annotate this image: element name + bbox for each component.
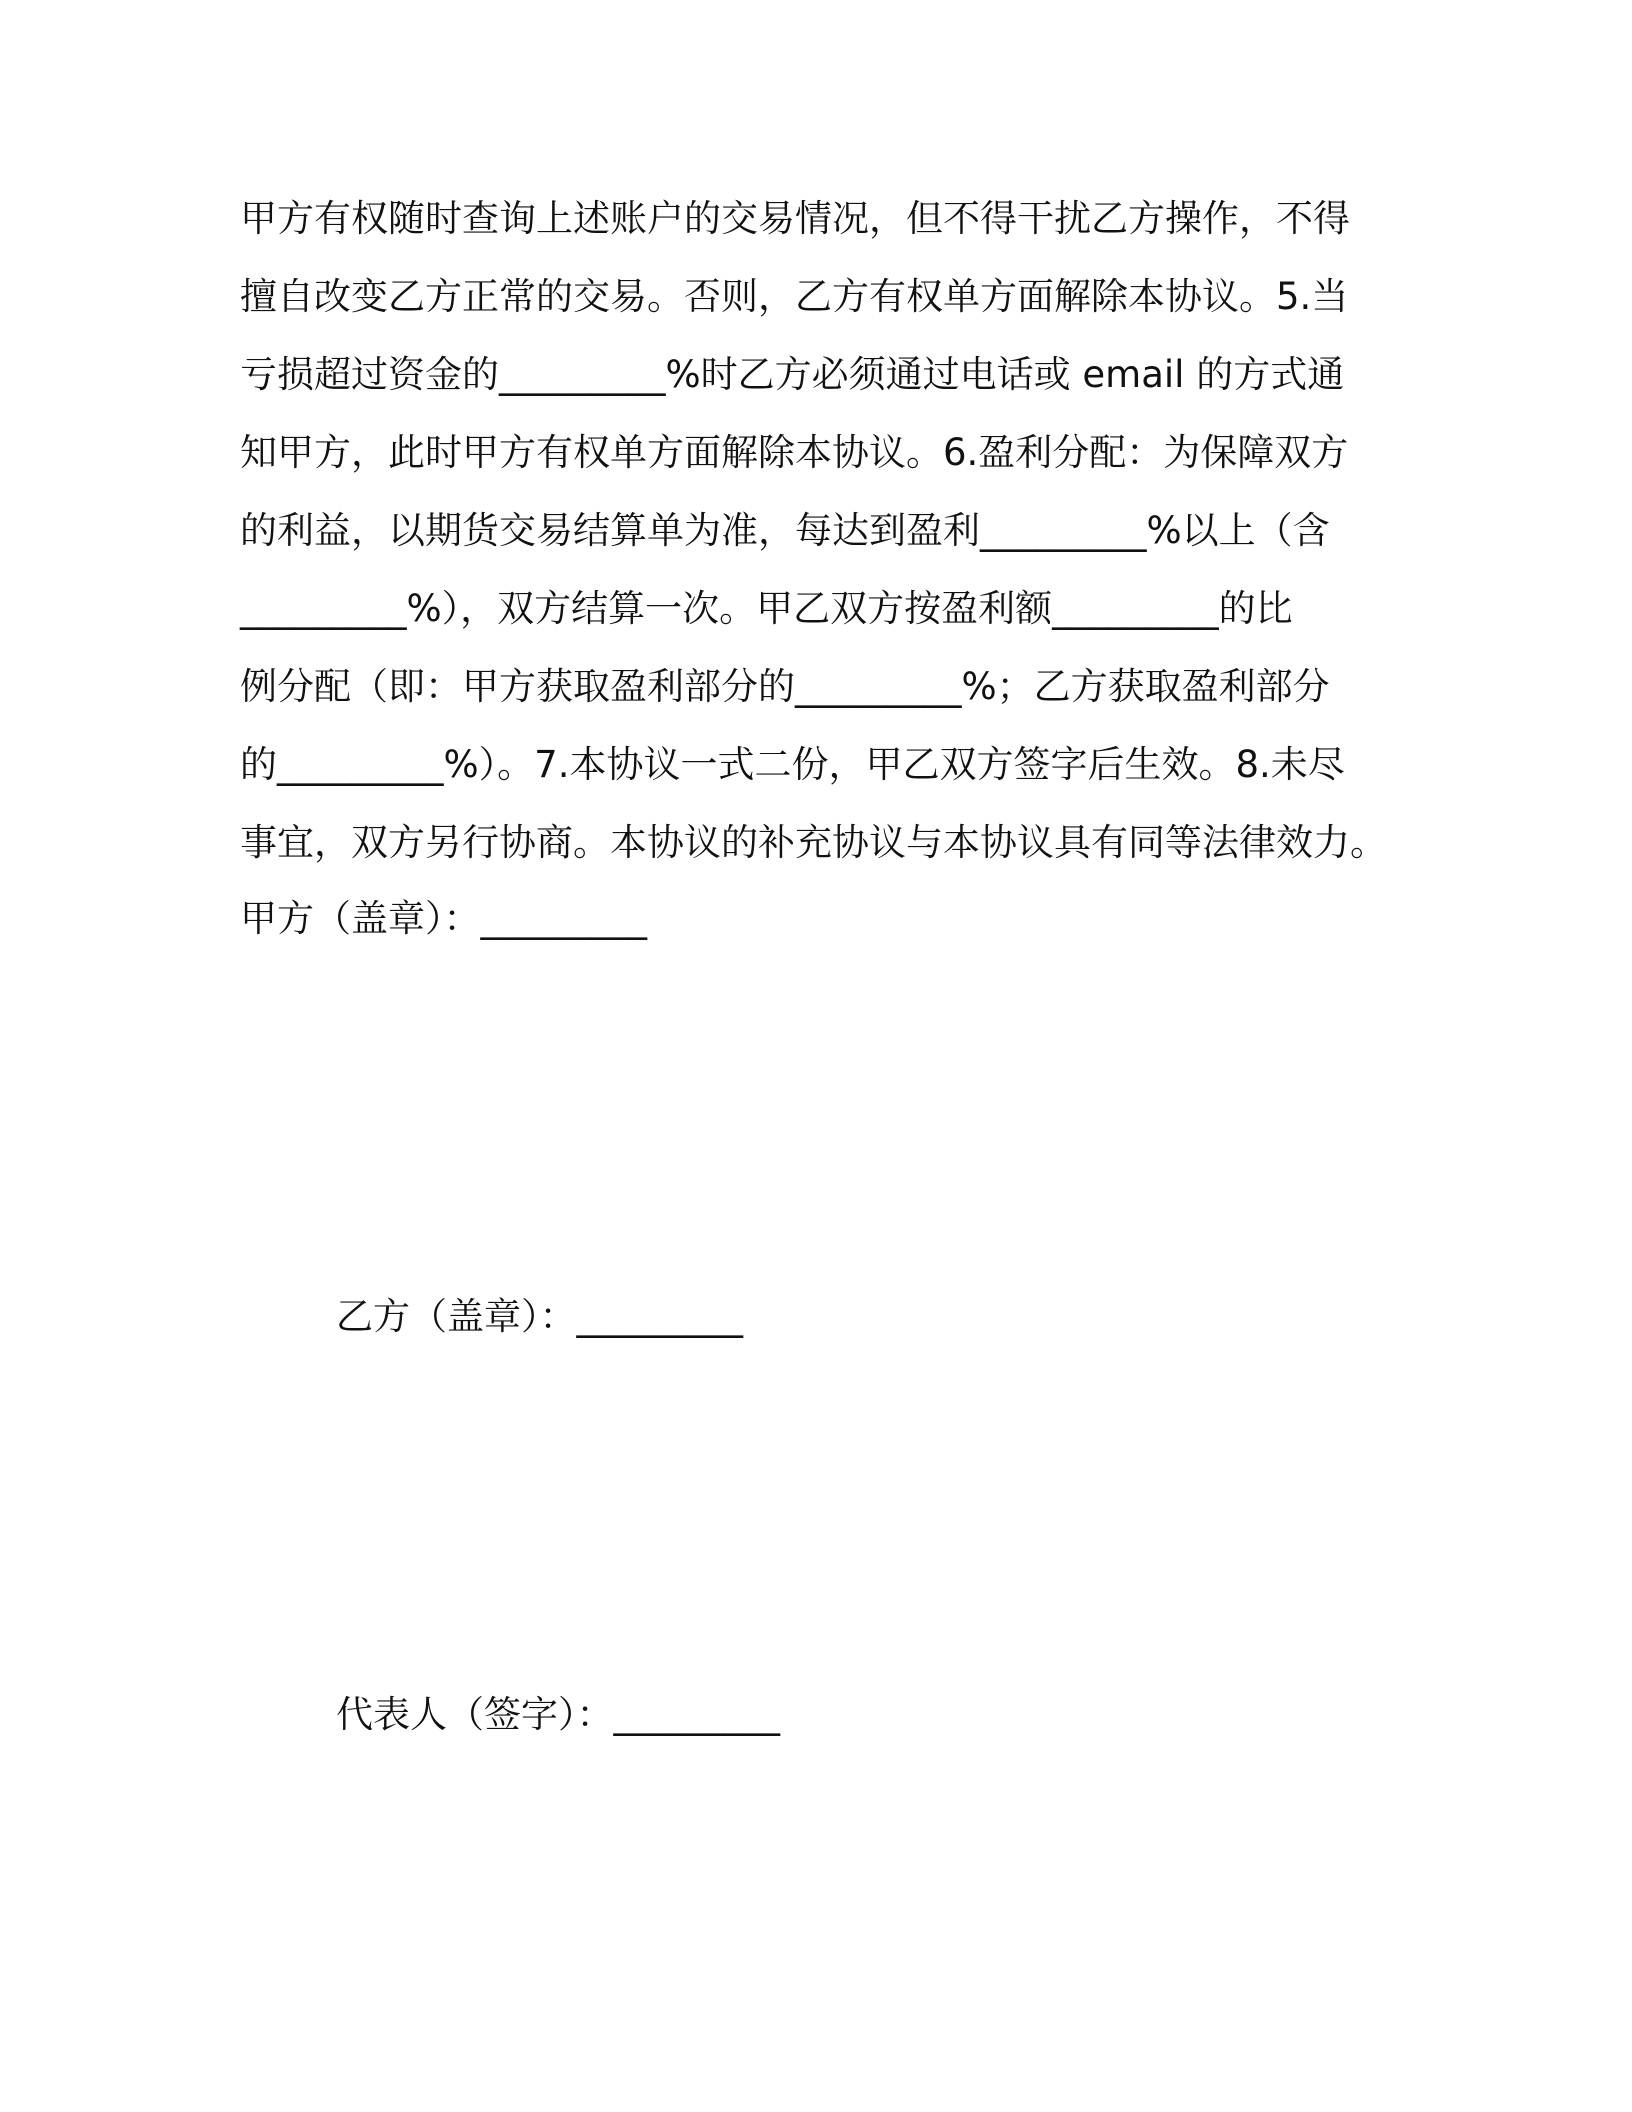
body-line-8: 的_________%）。7.本协议一式二份，甲乙双方签字后生效。8.未尽 xyxy=(240,743,1345,786)
body-line-7: 例分配（即：甲方获取盈利部分的_________%；乙方获取盈利部分 xyxy=(240,665,1330,708)
representative-signature-line: 代表人（签字）：_________ xyxy=(336,1693,780,1736)
body-line-5: 的利益，以期货交易结算单为准，每达到盈利_________%以上（含 xyxy=(240,509,1330,552)
body-line-2: 擅自改变乙方正常的交易。否则，乙方有权单方面解除本协议。5.当 xyxy=(240,275,1349,318)
body-line-4: 知甲方，此时甲方有权单方面解除本协议。6.盈利分配：为保障双方 xyxy=(240,431,1349,474)
body-line-6: _________%），双方结算一次。甲乙双方按盈利额_________的比 xyxy=(240,587,1293,630)
body-line-3: 亏损超过资金的_________%时乙方必须通过电话或 email 的方式通 xyxy=(240,353,1345,396)
body-line-9: 事宜，双方另行协商。本协议的补充协议与本协议具有同等法律效力。 xyxy=(240,821,1387,864)
agreement-body xyxy=(240,188,1400,890)
party-a-seal-line: 甲方（盖章）：_________ xyxy=(240,897,647,940)
body-line-1: 甲方有权随时查询上述账户的交易情况，但不得干扰乙方操作，不得 xyxy=(240,197,1350,240)
party-b-seal-line: 乙方（盖章）：_________ xyxy=(336,1295,743,1338)
